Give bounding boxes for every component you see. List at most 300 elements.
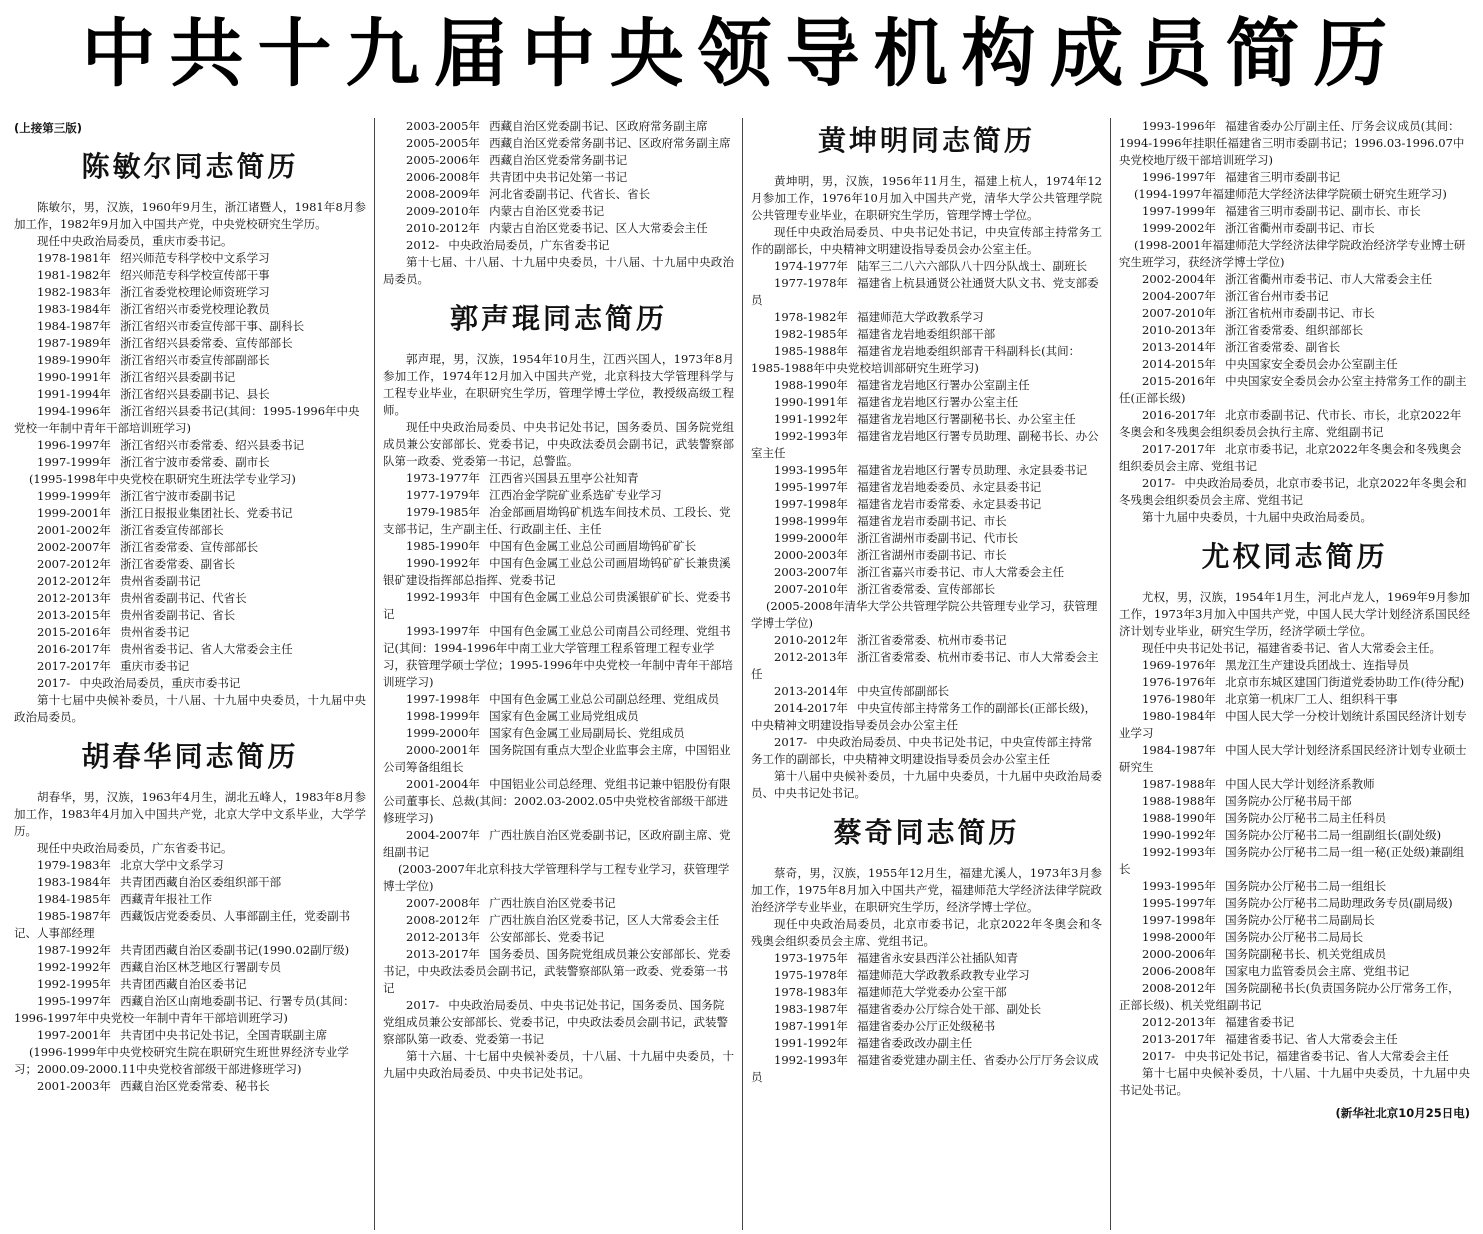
career-years: 2006-2008年 [1142,963,1216,978]
career-position: 福建省龙岩市委副书记、市长 [857,513,1007,528]
career-position: 共青团西藏自治区委副书记(1990.02副厅级) [120,942,350,957]
career-entry [383,691,734,708]
biography-paragraph: 现任中央政治局委员，重庆市委书记。 [37,233,233,248]
career-position: 中央政治局委员，广东省委书记 [448,238,610,252]
biography-paragraph: 第十七届中央候补委员，十八届、十九届中央委员，十九届中央书记处书记。 [1119,1065,1470,1097]
career-years: 1983-1984年 [37,301,111,316]
career-position: 浙江省委常委、组织部部长 [1225,323,1364,337]
career-position: 国务院办公厅秘书二局助理政务专员(副局级) [1225,895,1453,910]
career-years: 2007-2012年 [37,556,111,571]
biography-paragraph: 第十九届中央委员，十九届中央政治局委员。 [1142,510,1372,524]
career-years: 1984-1985年 [37,891,111,906]
career-years: 1992-1993年 [774,1052,848,1067]
career-entry [751,1018,1102,1035]
career-position: 福建省委办公厅副主任、厅务会议成员(其间：1994-1996年挂职任福建省三明市委副书记；1996.03-1996.07中央党校地厅级干部培训班学习) [1119,119,1465,167]
career-position: 北京市东城区建国门街道党委协助工作(待分配) [1225,674,1465,689]
career-position: 浙江省绍兴市委宣传部副部长 [120,352,270,367]
career-position: 福建省委书记 [1225,1014,1295,1029]
career-entry [14,522,366,539]
career-entry [383,152,734,169]
career-position: 浙江省绍兴县委副书记、县长 [120,386,270,401]
career-entry [751,984,1102,1001]
career-position: 浙江省委常委、宣传部部长 [857,581,996,596]
career-entry [1119,203,1470,220]
career-years: 1975-1978年 [774,967,848,982]
career-years: 2013-2014年 [774,683,848,698]
career-entry [1119,946,1470,963]
career-entry [751,309,1102,326]
career-position: 中国铝业公司总经理、党组书记兼中铝股份有限公司董事长、总裁(其间：2002.03-2002.05中央党校省部级干部进修班学习) [383,776,731,825]
career-years: 1992-1992年 [37,959,111,974]
career-years: 1976-1980年 [1142,691,1216,706]
career-position: 北京第一机床厂工人、组织科干事 [1225,691,1398,706]
career-position: 浙江省委宣传部部长 [120,522,224,537]
career-years: 2017-2017年 [1142,442,1216,456]
career-position: 西藏饭店党委委员、人事部副主任，党委副书记、人事部经理 [14,908,351,940]
career-years: 2006-2008年 [406,170,480,184]
career-entry [14,942,366,959]
career-years: 1985-1990年 [406,538,480,553]
career-entry [751,377,1102,394]
career-position: 黑龙江生产建设兵团战士、连指导员 [1225,657,1410,672]
career-years: 1987-1988年 [1142,776,1216,791]
career-entry [383,742,734,776]
career-position: 中国人民大学计划经济系国民经济计划专业硕士研究生 [1119,742,1467,774]
career-years: 1991-1992年 [774,411,848,426]
career-years: 1997-1998年 [406,691,480,706]
career-position: 广西壮族自治区党委书记 [489,895,616,910]
career-years: 2016-2017年 [37,641,111,656]
career-entry [383,997,734,1048]
biography-paragraph: 陈敏尔，男，汉族，1960年9月生，浙江诸暨人，1981年8月参加工作，1982年9月加入中国共产党，中央党校研究生学历。 [14,199,366,231]
career-years: 1996-1997年 [1142,170,1216,184]
career-years: 2012-2013年 [1142,1014,1216,1029]
career-years: 2010-2013年 [1142,323,1216,337]
career-years: 2001-2004年 [406,776,480,791]
career-years: 2008-2012年 [1142,980,1216,995]
career-position: 贵州省委副书记、代省长 [120,590,247,605]
column-1 [6,118,374,1230]
biography-paragraph: 现任中央书记处书记，福建省委书记、省人大常委会主任。 [1142,640,1441,655]
career-position: 国家有色金属工业局党组成员 [489,708,639,723]
career-years: 2002-2004年 [1142,272,1216,286]
career-position: 内蒙古自治区党委书记 [489,204,605,218]
career-position: 西藏自治区党委常务副书记 [489,153,628,167]
career-position: 江西冶金学院矿业系选矿专业学习 [489,487,662,502]
career-position: 福建省委办公厅综合处干部、副处长 [857,1001,1042,1016]
biography-paragraph: 现任中央政治局委员、中央书记处书记，国务委员、国务院党组成员兼公安部部长、党委书记，中央政法委员会副书记，武装警察部队第一政委、党委第一书记，总警监。 [383,419,734,468]
career-position: 浙江省台州市委书记 [1225,289,1329,303]
career-position: 共青团中央书记处第一书记 [489,170,628,184]
career-entry [1119,776,1470,793]
biography-paragraph: 蔡奇，男，汉族，1955年12月生，福建尤溪人，1973年3月参加工作，1975年8月加入中国共产党，福建师范大学经济法律学院政治经济学专业毕业，在职研究生学历，经济学博士学位。 [751,865,1102,914]
career-entry [14,369,366,386]
career-entry [751,649,1102,683]
career-position: 北京市委书记，北京2022年冬奥会和冬残奥会组织委员会主席、党组书记 [1119,442,1462,473]
career-years: 1982-1985年 [774,326,848,341]
career-entry [1119,373,1470,407]
biography-title: 胡春华同志简历 [81,739,299,773]
career-entry [1119,742,1470,776]
career-position: 西藏自治区党委副书记、区政府常务副主席 [489,119,708,133]
career-position: 国务院办公厅秘书局干部 [1225,793,1352,808]
career-years: 2013-2014年 [1142,340,1216,354]
news-source: (新华社北京10月25日电) [1335,1105,1470,1120]
career-years: 1999-2001年 [37,505,111,520]
career-entry [14,641,366,658]
career-position: 中国人民大学计划经济系教师 [1225,776,1375,791]
biography-title: 陈敏尔同志简历 [81,150,299,183]
biography-paragraph: 现任中央政治局委员、中央书记处书记，中央宣传部主持常务工作的副部长，中央精神文明建设指导委员会办公室主任。 [751,224,1102,256]
career-years: 1998-1999年 [406,708,480,723]
career-position: 福建省龙岩地区行署专员助理、副秘书长、办公室主任 [751,428,1099,460]
career-entry [383,470,734,487]
career-position: 福建师范大学党委办公室干部 [857,984,1007,999]
study-note: (1996-1999年中央党校研究生院在职研究生班世界经济专业学习；2000.09-2000.11中央党校省部级干部进修班学习) [14,1044,349,1076]
career-position: 内蒙古自治区党委书记、区人大常委会主任 [489,221,708,235]
career-entry [1119,1031,1470,1048]
career-years: 1985-1987年 [37,908,111,923]
career-entry [751,394,1102,411]
study-note: (1995-1998年中央党校在职研究生班法学专业学习) [28,471,296,486]
career-entry [383,118,734,135]
career-years: 2005-2006年 [406,153,480,167]
career-position: 浙江省委常委、杭州市委书记、市人大常委会主任 [751,649,1099,681]
career-entry [14,335,366,352]
career-entry [14,505,366,522]
career-position: 中国人民大学一分校计划统计系国民经济计划专业学习 [1119,708,1467,740]
career-years: 2017- [774,734,808,749]
career-position: 国家有色金属工业局副局长、党组成员 [489,725,685,740]
career-years: 2008-2009年 [406,187,480,201]
career-position: 浙江日报报业集团社长、党委书记 [120,505,293,520]
career-years: 1996-1997年 [37,437,111,452]
career-years: 2017- [406,997,440,1012]
career-years: 1990-1991年 [37,369,111,384]
career-position: 国务院副秘书长、机关党组成员 [1225,946,1387,961]
career-entry [14,573,366,590]
career-years: 1992-1993年 [1142,844,1216,859]
career-entry [383,946,734,997]
career-position: 福建省龙岩地委组织部干部 [857,326,996,341]
biography [14,739,366,1095]
career-years: 1987-1992年 [37,942,111,957]
career-entry [383,135,734,152]
career-entry [1119,288,1470,305]
career-years: 2010-2012年 [406,221,480,235]
career-position: 贵州省委书记、省人大常委会主任 [120,641,293,656]
career-position: 浙江省绍兴市委常委、绍兴县委书记 [120,437,305,452]
career-years: 2014-2015年 [1142,357,1216,371]
career-years: 1987-1989年 [37,335,111,350]
career-position: 福建省上杭县通贤公社通贤大队文书、党支部委员 [751,275,1099,307]
career-years: 2001-2003年 [37,1078,111,1093]
career-years: 1997-1999年 [37,454,111,469]
career-years: 1990-1992年 [1142,827,1216,842]
career-entry [751,326,1102,343]
career-entry [14,556,366,573]
study-note: (2003-2007年北京科技大学管理科学与工程专业学习，获管理学博士学位) [383,861,730,893]
biography-paragraph: 现任中央政治局委员，北京市委书记，北京2022年冬奥会和冬残奥会组织委员会主席、党组书记。 [751,916,1102,948]
biography-title: 尤权同志简历 [1201,540,1388,573]
career-entry [14,976,366,993]
career-entry [383,504,734,538]
career-entry [751,275,1102,309]
career-entry [751,1052,1102,1086]
career-entry [751,581,1102,598]
career-years: 1997-1999年 [1142,204,1216,218]
career-years: 1981-1982年 [37,267,111,282]
study-note: (1998-2001年福建师范大学经济法律学院政治经济学专业博士研究生班学习，获经济学博士学位) [1119,238,1466,269]
career-entry [751,428,1102,462]
career-position: 福建省委书记、省人大常委会主任 [1225,1031,1398,1046]
career-position: 浙江省湖州市委副书记、代市长 [857,530,1019,545]
career-position: 共青团西藏自治区委组织部干部 [120,874,282,889]
career-entry [383,220,734,237]
career-years: 2008-2012年 [406,912,480,927]
career-years: 1991-1994年 [37,386,111,401]
career-entry [751,547,1102,564]
career-years: 1978-1981年 [37,250,111,265]
career-entry [383,912,734,929]
career-position: 浙江省绍兴市委宣传部干事、副科长 [120,318,305,333]
masthead [0,0,1483,108]
career-years: 1987-1991年 [774,1018,848,1033]
career-entry [383,776,734,827]
career-entry [751,496,1102,513]
career-position: 浙江省委常委、杭州市委书记 [857,632,1007,647]
career-position: 冶金部画眉坳钨矿机选车间技术员、工段长、党支部书记，生产副主任、行政副主任、主任 [383,504,731,536]
career-entry [751,411,1102,428]
career-entry [1119,118,1470,169]
career-entry [383,237,734,254]
career-years: 1999-1999年 [37,488,111,503]
career-position: 福建省龙岩地委委员、永定县委书记 [857,479,1042,494]
career-entry [751,683,1102,700]
career-years: 2000-2003年 [774,547,848,562]
career-years: 2010-2012年 [774,632,848,647]
career-years: 1992-1993年 [774,428,848,443]
career-position: 陆军三二八六六部队八十四分队战士、副班长 [857,258,1088,273]
career-years: 1978-1982年 [774,309,848,324]
study-note: (2005-2008年清华大学公共管理学院公共管理专业学习，获管理学博士学位) [751,598,1098,630]
career-years: 1979-1985年 [406,504,480,519]
career-years: 1973-1975年 [774,950,848,965]
career-years: 2015-2016年 [1142,374,1216,388]
career-position: 浙江省绍兴县委常委、宣传部部长 [120,335,293,350]
career-years: 1993-1995年 [1142,878,1216,893]
career-entry [1119,169,1470,186]
career-years: 1993-1997年 [406,623,480,638]
career-years: 2017- [37,675,71,690]
career-position: 浙江省委党校理论师资班学习 [120,284,270,299]
career-position: 国家电力监管委员会主席、党组书记 [1225,963,1410,978]
career-years: 2016-2017年 [1142,408,1216,422]
career-entry [383,555,734,589]
career-years: 1993-1996年 [1142,119,1216,133]
career-entry [751,513,1102,530]
career-years: 1990-1992年 [406,555,480,570]
career-years: 1995-1997年 [1142,895,1216,910]
career-years: 1992-1995年 [37,976,111,991]
column-3 [742,118,1110,1230]
career-position: 浙江省委常委、副省长 [1225,340,1341,354]
biography-paragraph: 郭声琨，男，汉族，1954年10月生，江西兴国人，1973年8月参加工作，1974年12月加入中国共产党，北京科技大学管理科学与工程专业毕业，在职研究生学历，管理学博士学位，教授级高级工程师。 [383,351,734,417]
career-entry [14,607,366,624]
career-position: 国务院办公厅秘书二局一组一秘(正处级)兼副组长 [1119,844,1465,876]
career-years: 1977-1979年 [406,487,480,502]
career-years: 1993-1995年 [774,462,848,477]
career-years: 2015-2016年 [37,624,111,639]
career-position: 中央书记处书记，福建省委书记、省人大常委会主任 [1184,1048,1449,1063]
career-position: 福建省龙岩地区行署副秘书长、办公室主任 [857,411,1076,426]
career-position: 中国有色金属工业总公司画眉坳钨矿矿长 [489,538,697,553]
biography [383,118,734,288]
career-years: 1980-1984年 [1142,708,1216,723]
career-entry [383,589,734,623]
biography [1119,542,1470,1099]
career-years: 1988-1990年 [1142,810,1216,825]
biography-paragraph: 第十七届、十八届、十九届中央委员，十八届、十九届中央政治局委员。 [383,255,734,286]
career-entry [1119,844,1470,878]
career-position: 福建师范大学政教系政教专业学习 [857,967,1030,982]
career-position: 中央政治局委员、中央书记处书记，中央宣传部主持常务工作的副部长，中央精神文明建设指导委员会办公室主任 [751,734,1093,766]
career-position: 河北省委副书记、代省长、省长 [489,187,651,201]
career-entry [1119,271,1470,288]
career-years: 1995-1997年 [37,993,111,1008]
career-position: 西藏自治区林芝地区行署副专员 [120,959,282,974]
career-entry [383,725,734,742]
career-position: 浙江省宁波市委副书记 [120,488,236,503]
career-entry [1119,674,1470,691]
career-years: 2012-2013年 [37,590,111,605]
career-entry [14,891,366,908]
career-entry [1119,793,1470,810]
career-position: 福建师范大学政教系学习 [857,309,984,324]
career-position: 中央国家安全委员会办公室主持常务工作的副主任(正部长级) [1119,374,1467,405]
career-position: 福建省龙岩地区行署专员助理、永定县委书记 [857,462,1088,477]
career-position: 中央政治局委员、中央书记处书记，国务委员、国务院党组成员兼公安部部长、党委书记，中央政法委员会副书记，武装警察部队第一政委、党委第一书记 [383,997,728,1046]
career-entry [751,967,1102,984]
biography-paragraph: 现任中央政治局委员，广东省委书记。 [37,840,233,855]
career-entry [14,267,366,284]
continuation-note: (上接第三版) [14,121,83,135]
career-entry [383,538,734,555]
biography-paragraph: 黄坤明，男，汉族，1956年11月生，福建上杭人，1974年12月参加工作，1976年10月加入中国共产党，清华大学公共管理学院公共管理专业毕业，在职研究生学历，管理学博士学位。 [751,173,1102,222]
biography-paragraph: 第十六届、十七届中央候补委员，十八届、十九届中央委员，十九届中央政治局委员、中央书记处书记。 [383,1048,734,1080]
career-position: 广西壮族自治区党委副书记，区政府副主席、党组副书记 [383,827,731,859]
career-position: 浙江省衢州市委书记、市人大常委会主任 [1225,272,1433,286]
career-position: 浙江省绍兴县委书记(其间：1995-1996年中央党校一年制中青年干部培训班学习) [14,403,360,435]
career-years: 1999-2000年 [406,725,480,740]
career-years: 1982-1983年 [37,284,111,299]
career-position: 贵州省委副书记、省长 [120,607,236,622]
career-entry [1119,220,1470,237]
career-years: 1991-1992年 [774,1035,848,1050]
page-title: 中共十九届中央领导机构成员简历 [81,11,1402,97]
career-entry [1119,980,1470,1014]
career-position: 浙江省委常委、宣传部部长 [120,539,259,554]
career-years: 1977-1978年 [774,275,848,290]
biography-paragraph: 尤权，男，汉族，1954年1月生，河北卢龙人，1969年9月参加工作，1973年3月加入中国共产党，中国人民大学计划经济系国民经济计划专业毕业，研究生学历，经济学硕士学位。 [1119,589,1470,638]
career-entry [383,929,734,946]
career-entry [1119,441,1470,475]
career-position: 福建省龙岩地区行署办公室副主任 [857,377,1030,392]
career-position: 西藏自治区党委常委、秘书长 [120,1078,270,1093]
career-entry [1119,475,1470,509]
career-entry [1119,878,1470,895]
career-years: 1969-1976年 [1142,657,1216,672]
career-years: 2009-2010年 [406,204,480,218]
career-position: 浙江省嘉兴市委书记、市人大常委会主任 [857,564,1065,579]
career-entry [1119,895,1470,912]
career-years: 1990-1991年 [774,394,848,409]
career-years: 2017- [1142,476,1176,490]
career-years: 2013-2017年 [406,946,480,961]
career-position: 北京市委副书记、代市长、市长，北京2022年冬奥会和冬残奥会组织委员会执行主席、党组副书记 [1119,408,1462,439]
career-years: 2012- [406,238,440,252]
career-entry [383,203,734,220]
career-entry [1119,1014,1470,1031]
career-entry [751,950,1102,967]
career-entry [1119,305,1470,322]
career-entry [14,318,366,335]
career-position: 中国有色金属工业总公司贵溪银矿矿长、党委书记 [383,589,731,621]
biography-title: 蔡奇同志简历 [833,815,1020,849]
career-entry [14,301,366,318]
career-years: 2017-2017年 [37,658,111,673]
career-position: 国务院办公厅秘书二局一组副组长(副处级) [1225,827,1442,842]
career-years: 1984-1987年 [1142,742,1216,757]
career-entry [14,454,366,471]
career-entry [1119,810,1470,827]
career-years: 2013-2015年 [37,607,111,622]
career-position: 广西壮族自治区党委书记，区人大常委会主任 [489,912,720,927]
career-position: 浙江省绍兴县委副书记 [120,369,236,384]
career-entry [751,564,1102,581]
career-entry [14,386,366,403]
career-position: 中央政治局委员，北京市委书记，北京2022年冬奥会和冬残奥会组织委员会主席、党组书记 [1119,476,1467,507]
career-years: 2012-2012年 [37,573,111,588]
biography [751,815,1102,1086]
career-entry [383,895,734,912]
career-entry [751,343,1102,377]
career-position: 中央宣传部主持常务工作的副部长(正部长级)，中央精神文明建设指导委员会办公室主任 [751,700,1097,732]
career-position: 中央政治局委员，重庆市委书记 [79,675,241,690]
biography-paragraph: 第十七届中央候补委员，十八届、十九届中央委员，十九届中央政治局委员。 [14,692,366,724]
career-entry [1119,322,1470,339]
career-years: 1984-1987年 [37,318,111,333]
biography [383,304,734,1082]
career-years: 1973-1977年 [406,470,480,485]
career-position: 江西省兴国县五里亭公社知青 [489,470,639,485]
career-position: 国务院办公厅秘书二局一组组长 [1225,878,1387,893]
career-entry [1119,963,1470,980]
career-entry [1119,708,1470,742]
career-years: 1983-1984年 [37,874,111,889]
career-entry [1119,912,1470,929]
career-years: 2000-2001年 [406,742,480,757]
career-entry [14,675,366,692]
career-position: 中国有色金属工业总公司画眉坳钨矿矿长兼贵溪银矿建设指挥部总指挥、党委书记 [383,555,731,587]
biography [1119,118,1470,526]
career-position: 中央宣传部副部长 [857,683,950,698]
column-2 [374,118,742,1230]
career-years: 1976-1976年 [1142,674,1216,689]
career-position: 福建省委党建办副主任、省委办公厅厅务会议成员 [751,1052,1099,1084]
career-entry [1119,657,1470,674]
career-position: 福建省龙岩地区行署办公室主任 [857,394,1019,409]
